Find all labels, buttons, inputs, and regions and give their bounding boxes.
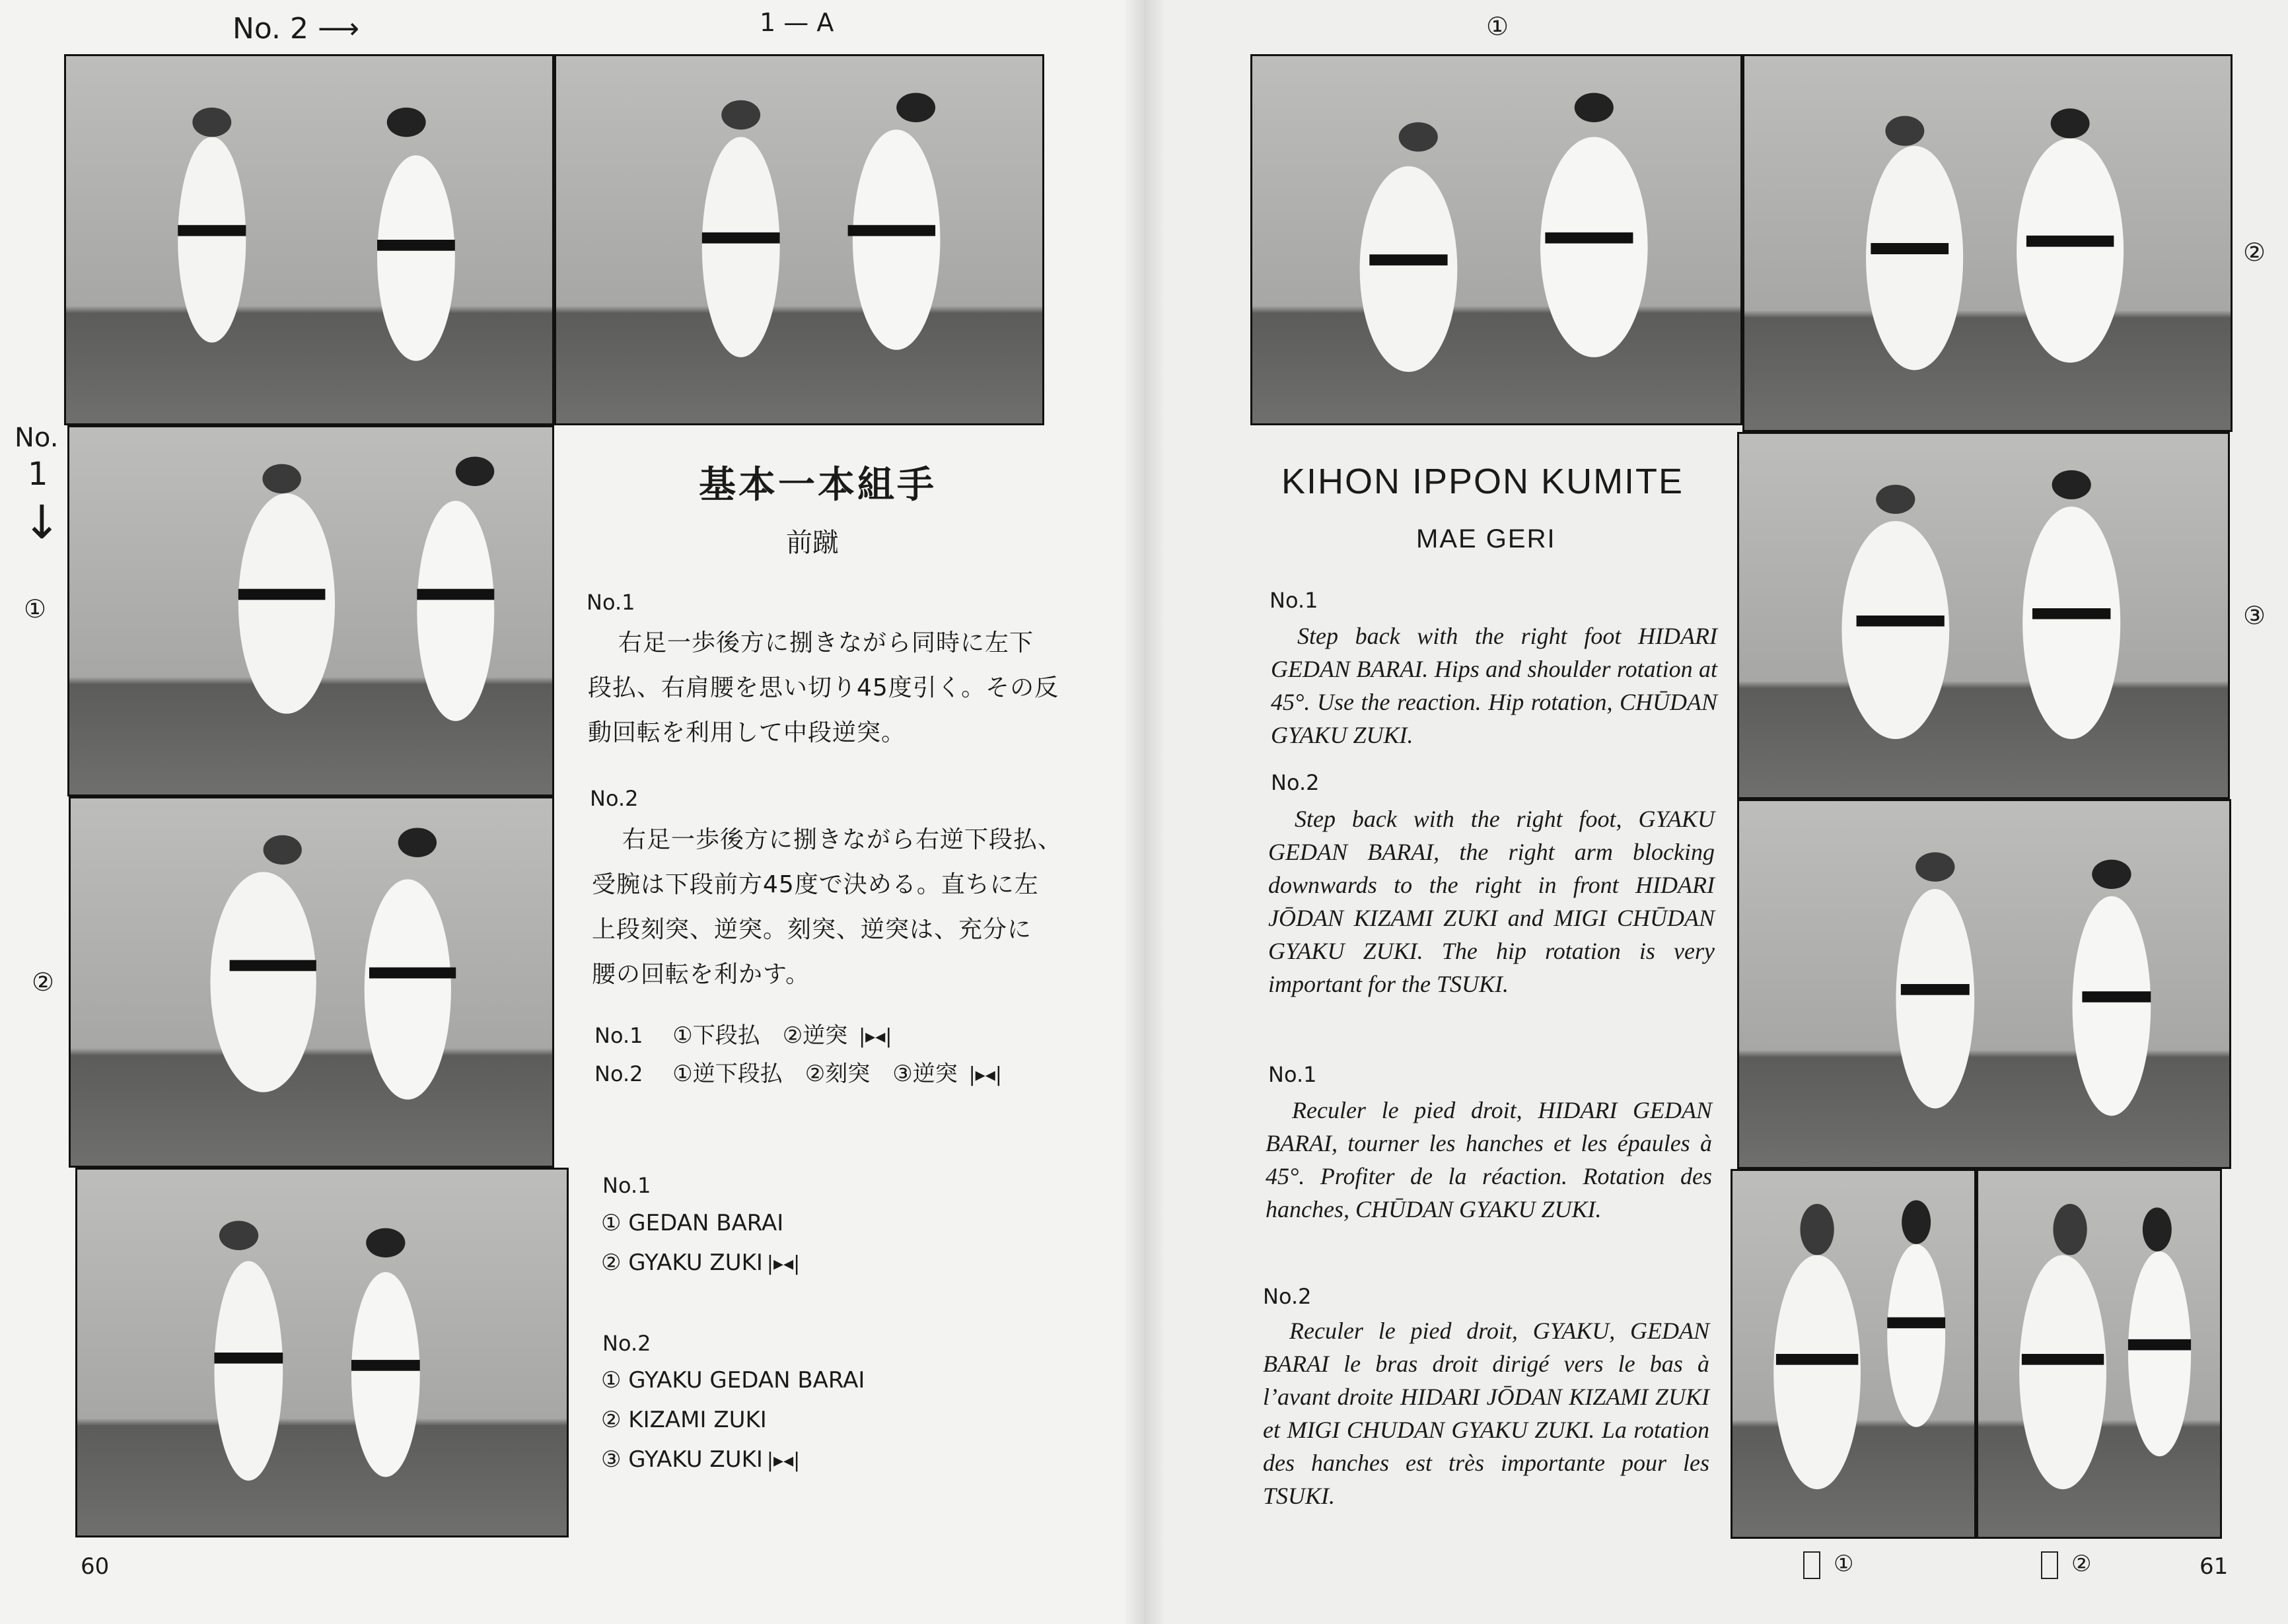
- romaji-item: ① GEDAN BARAI: [601, 1210, 784, 1236]
- page-number-left: 60: [81, 1553, 110, 1580]
- step-marker-right-2: ②: [2243, 238, 2266, 267]
- fr-no1-label: No.1: [1268, 1062, 1317, 1087]
- romaji-no2-label: No.2: [602, 1331, 651, 1356]
- jp-no2-line: 右足一歩後方に捌きながら右逆下段払、: [622, 826, 1063, 853]
- page-number-right: 61: [2199, 1553, 2229, 1580]
- romaji-no1-label: No.1: [602, 1173, 651, 1198]
- romaji-item: ③ GYAKU ZUKI: [601, 1446, 763, 1473]
- vertical-label-num: 1: [28, 456, 48, 493]
- en-no1-label: No.1: [1269, 588, 1318, 613]
- kiai-box-icon: [1803, 1551, 1820, 1579]
- jp-no2-text: [592, 818, 1081, 997]
- bottom-marker-2: [2041, 1551, 2091, 1579]
- kiai-icon: |▸◂|: [766, 1448, 801, 1472]
- bottom-marker-label: ①: [1834, 1551, 1854, 1577]
- book-gutter: [1123, 0, 1165, 1624]
- jp-summary-no2-label: No.2: [594, 1061, 643, 1086]
- jp-no2-line: 腰の回転を利かす。: [592, 961, 810, 988]
- english-subtitle: MAE GERI: [1416, 524, 1556, 553]
- japanese-subtitle: 前蹴: [786, 528, 839, 558]
- jp-summary-no1: [594, 1017, 892, 1049]
- jp-no1-line: 動回転を利用して中段逆突。: [588, 719, 906, 746]
- kiai-icon: |▸◂|: [859, 1025, 892, 1048]
- en-no2-label: No.2: [1271, 770, 1320, 795]
- jp-no1-label: No.1: [587, 590, 635, 615]
- fr-no1-text: Reculer le pied droit, HIDARI GEDAN BARAI, tourner les hanches et les épaules à 45°. Profiter de la réaction. Rotation des hanches, CHŪDAN GYAKU ZUKI.: [1266, 1097, 1712, 1222]
- jp-no2-label: No.2: [590, 786, 639, 811]
- vertical-label-no: No.: [15, 423, 59, 453]
- romaji-item: ② GYAKU ZUKI: [601, 1250, 763, 1276]
- kiai-icon: |▸◂|: [968, 1063, 1002, 1086]
- step-marker-1: ①: [24, 594, 47, 623]
- fr-no2-label: No.2: [1263, 1284, 1312, 1309]
- fr-no2-text: Reculer le pied droit, GYAKU, GEDAN BARAI le bras droit dirigé vers le bas à l’avant droite HIDARI JŌDAN KIZAMI ZUKI et MIGI CHUDAN GYAKU ZUKI. La rotation des hanches est très importante pour les TSUKI.: [1263, 1318, 1709, 1509]
- jp-summary-no2-items: ①逆下段払 ②刻突 ③逆突: [672, 1061, 958, 1087]
- photo-right-2: [1742, 54, 2233, 432]
- sequence-label-no2: No. 2 ⟶: [232, 12, 360, 46]
- photo-right-1: [1250, 54, 1742, 425]
- jp-summary-no1-label: No.1: [594, 1023, 643, 1048]
- japanese-title: 基本一本組手: [699, 464, 937, 507]
- photo-right-3: [1737, 432, 2230, 799]
- jp-no1-text: [588, 621, 1077, 756]
- jp-summary-no2: [594, 1055, 1002, 1088]
- jp-summary-no1-items: ①下段払 ②逆突: [672, 1022, 848, 1049]
- en-no1-text: Step back with the right foot HIDARI GEDAN BARAI. Hips and shoulder rotation at 45°. Use the reaction. Hip rotation, CHŪDAN GYAKU ZUKI.: [1271, 623, 1717, 748]
- english-title: KIHON IPPON KUMITE: [1281, 462, 1684, 501]
- step-marker-right-3: ③: [2243, 601, 2266, 630]
- en-no2-text: Step back with the right foot, GYAKU GEDAN BARAI, the right arm blocking downwards to the right in front HIDARI JŌDAN KIZAMI ZUKI and MIGI CHŪDAN GYAKU ZUKI. The hip rotation is very important for the TSUKI.: [1268, 806, 1715, 997]
- step-marker-top: ①: [1486, 12, 1509, 41]
- kiai-box-icon: [2041, 1551, 2058, 1579]
- romaji-item: ① GYAKU GEDAN BARAI: [601, 1367, 865, 1394]
- figure-id-label: 1 — A: [760, 8, 834, 37]
- photo-right-4: [1737, 799, 2231, 1169]
- photo-no2-1: [64, 54, 554, 425]
- jp-no2-line: 上段刻突、逆突。刻突、逆突は、充分に: [592, 916, 1032, 943]
- jp-no1-line: 右足一歩後方に捌きながら同時に左下: [618, 629, 1034, 656]
- bottom-marker-1: [1803, 1551, 1853, 1579]
- photo-no2-2: [554, 54, 1044, 425]
- kiai-icon: |▸◂|: [766, 1252, 801, 1275]
- photo-no1-3: [75, 1168, 569, 1537]
- romaji-no1-list: [601, 1203, 800, 1284]
- photo-right-5a: [1731, 1169, 1976, 1539]
- photo-no1-1: [67, 425, 554, 796]
- jp-no1-line: 段払、右肩腰を思い切り45度引く。その反: [588, 674, 1059, 701]
- down-arrow-icon: ↓: [22, 495, 61, 549]
- step-marker-2: ②: [32, 968, 55, 997]
- jp-no2-line: 受腕は下段前方45度で決める。直ちに左: [592, 871, 1039, 898]
- photo-no1-2: [69, 796, 554, 1168]
- romaji-item-with-kiai: [601, 1440, 865, 1481]
- bottom-marker-label: ②: [2071, 1551, 2092, 1577]
- romaji-item: ② KIZAMI ZUKI: [601, 1407, 767, 1433]
- photo-right-5b: [1976, 1169, 2222, 1539]
- romaji-item-with-kiai: [601, 1243, 800, 1284]
- romaji-no2-list: [601, 1360, 865, 1481]
